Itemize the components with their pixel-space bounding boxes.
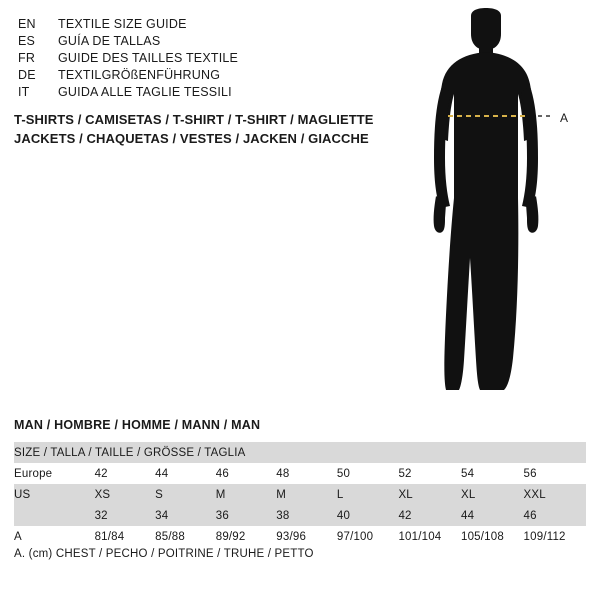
- cell: 89/92: [216, 526, 277, 547]
- category-line-tshirts: T-SHIRTS / CAMISETAS / T-SHIRT / T-SHIRT / MAGLIETTE: [14, 112, 374, 127]
- category-line-jackets: JACKETS / CHAQUETAS / VESTES / JACKEN / GIACCHE: [14, 131, 369, 146]
- row-label: US: [14, 484, 95, 505]
- language-code: FR: [18, 51, 36, 65]
- cell: XL: [461, 484, 524, 505]
- table-title: MAN / HOMBRE / HOMME / MANN / MAN: [14, 418, 261, 432]
- male-silhouette-icon: [400, 8, 600, 408]
- cell: 81/84: [95, 526, 156, 547]
- cell: 85/88: [155, 526, 216, 547]
- cell: S: [155, 484, 216, 505]
- language-code: DE: [18, 68, 36, 82]
- cell: XS: [95, 484, 156, 505]
- cell: 97/100: [337, 526, 399, 547]
- cell: 109/112: [524, 526, 586, 547]
- cell: 36: [216, 505, 277, 526]
- cell: 42: [95, 463, 156, 484]
- cell: 105/108: [461, 526, 524, 547]
- language-code: ES: [18, 34, 36, 48]
- language-code: IT: [18, 85, 30, 99]
- language-code: EN: [18, 17, 36, 31]
- table-footnote: A. (cm) CHEST / PECHO / POITRINE / TRUHE / PETTO: [14, 548, 314, 560]
- cell: 38: [276, 505, 337, 526]
- table-row: [14, 463, 586, 484]
- row-label: Europe: [14, 463, 95, 484]
- row-label: A: [14, 526, 95, 547]
- cell: 32: [95, 505, 156, 526]
- cell: 42: [398, 505, 461, 526]
- cell: 48: [276, 463, 337, 484]
- row-label: [14, 505, 95, 526]
- cell: 44: [155, 463, 216, 484]
- table-row: [14, 505, 586, 526]
- cell: 101/104: [398, 526, 461, 547]
- language-row: [18, 67, 398, 84]
- language-row: [18, 16, 398, 33]
- cell: M: [276, 484, 337, 505]
- cell: 40: [337, 505, 399, 526]
- cell: 54: [461, 463, 524, 484]
- cell: 50: [337, 463, 399, 484]
- language-text: TEXTILE SIZE GUIDE: [58, 17, 187, 31]
- language-text: TEXTILGRÖßENFÜHRUNG: [58, 68, 221, 82]
- cell: XL: [398, 484, 461, 505]
- cell: XXL: [524, 484, 586, 505]
- language-guide-block: [18, 16, 398, 101]
- language-row: [18, 50, 398, 67]
- table-header-row: [14, 442, 586, 463]
- cell: 93/96: [276, 526, 337, 547]
- language-row: [18, 33, 398, 50]
- table-row: [14, 484, 586, 505]
- cell: L: [337, 484, 399, 505]
- language-text: GUÍA DE TALLAS: [58, 34, 161, 48]
- measurement-label-a: A: [560, 111, 569, 125]
- size-table: [14, 442, 586, 547]
- category-block: [14, 110, 434, 148]
- cell: 44: [461, 505, 524, 526]
- table-header-label: SIZE / TALLA / TAILLE / GRÖSSE / TAGLIA: [14, 442, 586, 463]
- body-figure: [400, 8, 600, 408]
- language-row: [18, 84, 398, 101]
- language-text: GUIDE DES TAILLES TEXTILE: [58, 51, 239, 65]
- table-row: [14, 526, 586, 547]
- cell: 34: [155, 505, 216, 526]
- cell: 56: [524, 463, 586, 484]
- cell: 52: [398, 463, 461, 484]
- cell: 46: [524, 505, 586, 526]
- cell: M: [216, 484, 277, 505]
- cell: 46: [216, 463, 277, 484]
- language-text: GUIDA ALLE TAGLIE TESSILI: [58, 85, 232, 99]
